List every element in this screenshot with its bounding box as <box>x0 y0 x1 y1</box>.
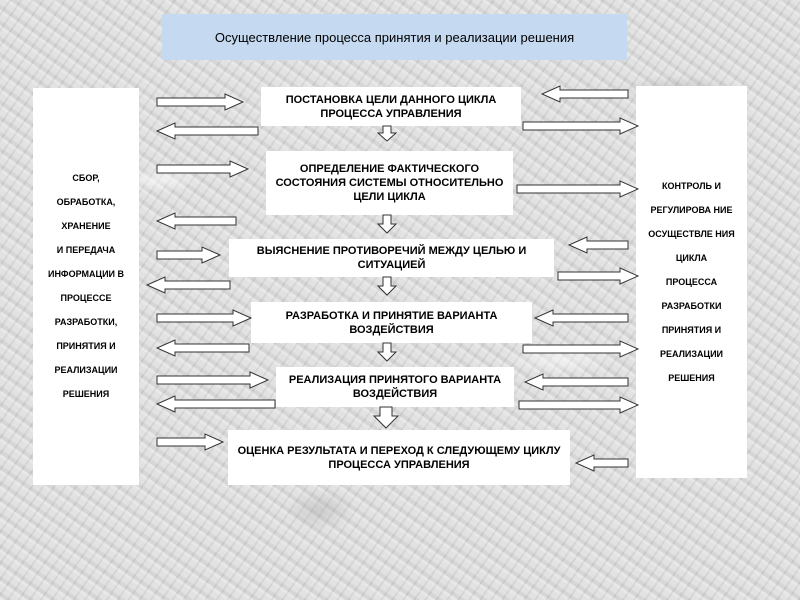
right-panel-line: ЦИКЛА <box>675 252 708 263</box>
arrow-left-icon <box>157 396 275 412</box>
step-implementation: РЕАЛИЗАЦИЯ ПРИНЯТОГО ВАРИАНТА ВОЗДЕЙСТВИЯ <box>276 367 514 407</box>
arrow-left-icon <box>157 213 236 229</box>
arrow-left-icon <box>576 455 628 471</box>
right-panel-line: РЕАЛИЗАЦИИ <box>659 348 724 359</box>
right-panel-line: ОСУЩЕСТВЛЕ НИЯ <box>648 228 735 239</box>
left-panel-line: ПРОЦЕССЕ <box>60 293 112 303</box>
arrow-left-icon <box>569 237 628 253</box>
arrow-down-icon <box>378 343 396 361</box>
left-panel-line: ПРИНЯТИЯ И <box>56 341 116 351</box>
arrow-left-icon <box>525 374 628 390</box>
right-panel-line: ПРИНЯТИЯ И <box>661 324 722 335</box>
arrow-left-icon <box>542 86 628 102</box>
arrow-left-icon <box>157 340 249 356</box>
arrow-left-icon <box>157 123 258 139</box>
left-panel-line: И ПЕРЕДАЧА <box>56 245 116 255</box>
left-panel-line: РЕШЕНИЯ <box>62 389 110 399</box>
arrow-left-icon <box>147 277 230 293</box>
step-goal-setting: ПОСТАНОВКА ЦЕЛИ ДАННОГО ЦИКЛА ПРОЦЕССА УПРАВЛЕНИЯ <box>261 87 521 126</box>
arrow-right-icon <box>558 268 638 284</box>
step-evaluation-transition: ОЦЕНКА РЕЗУЛЬТАТА И ПЕРЕХОД К СЛЕДУЮЩЕМУ ЦИКЛУ ПРОЦЕССА УПРАВЛЕНИЯ <box>228 430 570 485</box>
arrow-right-icon <box>157 310 251 326</box>
arrow-right-icon <box>517 181 638 197</box>
arrow-right-icon <box>157 372 268 388</box>
arrow-down-icon <box>378 277 396 295</box>
arrow-right-icon <box>157 247 220 263</box>
arrow-left-icon <box>535 310 628 326</box>
right-panel-line: ПРОЦЕССА <box>665 276 718 287</box>
diagram-title: Осуществление процесса принятия и реализации решения <box>162 14 627 60</box>
arrow-right-icon <box>157 434 223 450</box>
step-development-decision: РАЗРАБОТКА И ПРИНЯТИЕ ВАРИАНТА ВОЗДЕЙСТВИЯ <box>251 302 532 343</box>
arrow-right-icon <box>519 397 638 413</box>
right-panel-line: РЕГУЛИРОВА НИЕ <box>650 204 733 215</box>
arrow-down-icon <box>378 215 396 233</box>
step-actual-state: ОПРЕДЕЛЕНИЕ ФАКТИЧЕСКОГО СОСТОЯНИЯ СИСТЕМЫ ОТНОСИТЕЛЬНО ЦЕЛИ ЦИКЛА <box>266 151 513 215</box>
arrow-right-icon <box>157 161 248 177</box>
arrow-right-icon <box>523 118 638 134</box>
left-panel-line: ОБРАБОТКА, <box>56 197 116 207</box>
left-panel-line: ХРАНЕНИЕ <box>61 221 111 231</box>
left-panel-line: СБОР, <box>72 173 100 183</box>
arrow-down-icon <box>374 407 398 428</box>
left-panel-line: ИНФОРМАЦИИ В <box>47 269 125 279</box>
arrow-down-icon <box>378 126 396 141</box>
right-panel-line: РЕШЕНИЯ <box>668 372 715 383</box>
arrow-right-icon <box>523 341 638 357</box>
arrow-right-icon <box>157 94 243 110</box>
step-contradictions: ВЫЯСНЕНИЕ ПРОТИВОРЕЧИЙ МЕЖДУ ЦЕЛЬЮ И СИТУАЦИЕЙ <box>229 239 554 277</box>
left-panel-line: РЕАЛИЗАЦИИ <box>54 365 118 375</box>
right-panel-line: РАЗРАБОТКИ <box>661 300 722 311</box>
right-panel-line: КОНТРОЛЬ И <box>662 180 721 191</box>
left-panel-line: РАЗРАБОТКИ, <box>54 317 118 327</box>
